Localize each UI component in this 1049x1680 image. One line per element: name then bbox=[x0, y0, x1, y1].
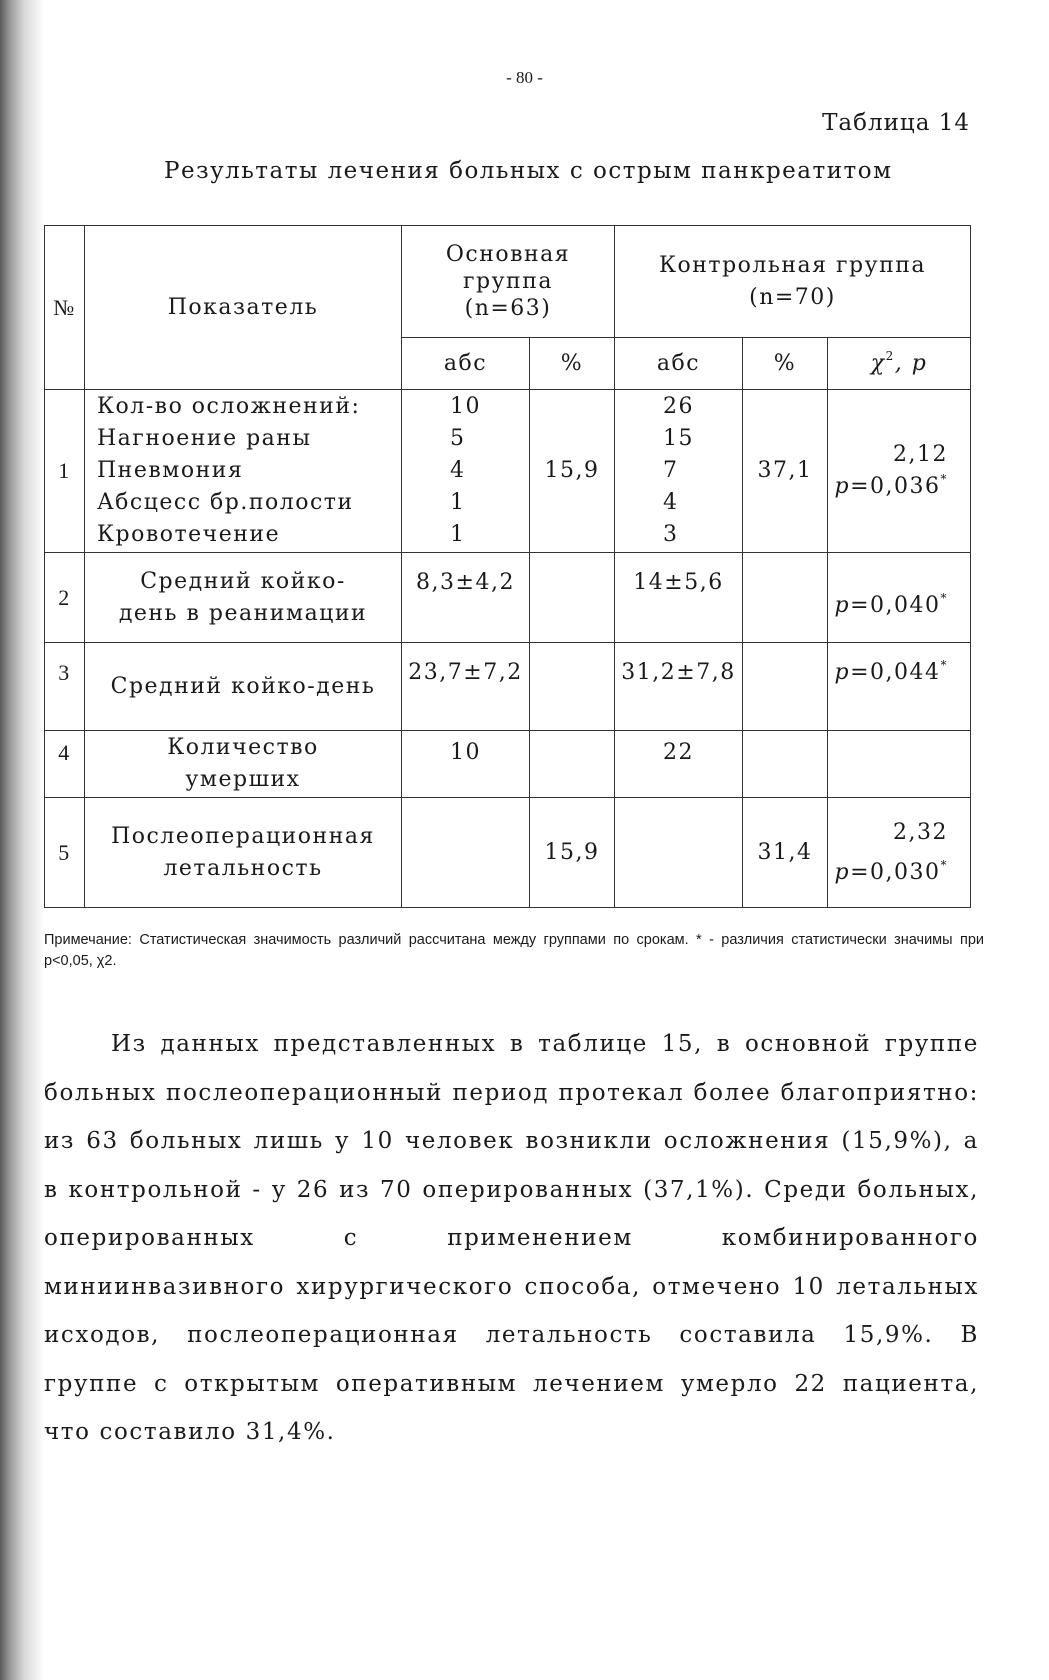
row-indicator: Количество умерших bbox=[85, 731, 402, 798]
row-num: 3 bbox=[45, 643, 85, 731]
value-item: 4 bbox=[663, 490, 679, 515]
row-num: 4 bbox=[45, 731, 85, 798]
header-control-group-line1: Контрольная группа bbox=[658, 252, 927, 278]
control-abs-list bbox=[615, 390, 743, 553]
row-indicator: Средний койко- день в реанимации bbox=[85, 553, 402, 643]
control-pct bbox=[743, 731, 828, 798]
header-abs-main: абс bbox=[402, 338, 530, 390]
header-main-group bbox=[402, 226, 615, 338]
value-item: 5 bbox=[450, 426, 466, 451]
control-abs bbox=[615, 798, 743, 908]
row-indicator-list bbox=[85, 390, 402, 553]
value-item: 7 bbox=[663, 458, 679, 483]
control-abs: 22 bbox=[615, 731, 743, 798]
binding-shadow bbox=[0, 0, 44, 1680]
main-pct bbox=[530, 731, 615, 798]
table-row bbox=[45, 798, 971, 908]
results-table bbox=[44, 225, 971, 908]
main-pct bbox=[530, 643, 615, 731]
table-title: Результаты лечения больных с острым панкреатитом bbox=[164, 158, 893, 184]
control-pct: 37,1 bbox=[743, 390, 828, 553]
main-pct: 15,9 bbox=[530, 798, 615, 908]
table-row bbox=[45, 390, 971, 553]
value-item: 4 bbox=[450, 458, 466, 483]
control-abs: 31,2±7,8 bbox=[615, 643, 743, 731]
table-label: Таблица 14 bbox=[822, 110, 970, 136]
chi-p-cell bbox=[828, 731, 971, 798]
p-value: p=0,036* bbox=[834, 472, 949, 499]
header-pct-control: % bbox=[743, 338, 828, 390]
header-pct-main: % bbox=[530, 338, 615, 390]
indicator-item: Пневмония bbox=[97, 458, 244, 483]
main-abs: 8,3±4,2 bbox=[402, 553, 530, 643]
value-item: 3 bbox=[663, 522, 679, 547]
control-pct bbox=[743, 643, 828, 731]
chi-sup: 2 bbox=[885, 348, 895, 363]
row-num: 2 bbox=[45, 553, 85, 643]
p-value: p=0,040* bbox=[828, 553, 971, 643]
header-main-group-line1: Основная bbox=[445, 241, 571, 267]
header-main-group-line2: группа bbox=[463, 268, 553, 294]
row-indicator: Средний койко-день bbox=[85, 643, 402, 731]
row-num: 1 bbox=[45, 390, 85, 553]
main-abs-list bbox=[402, 390, 530, 553]
p-value: p=0,030* bbox=[834, 857, 949, 885]
indicator-item: Кол-во осложнений: bbox=[97, 394, 361, 419]
header-main-group-line3: (n=63) bbox=[464, 295, 552, 321]
header-control-group bbox=[615, 226, 971, 338]
main-pct: 15,9 bbox=[530, 390, 615, 553]
p-value: p=0,044* bbox=[828, 643, 971, 731]
header-chi-p bbox=[828, 338, 971, 390]
control-pct: 31,4 bbox=[743, 798, 828, 908]
table-note: Примечание: Статистическая значимость различий рассчитана между группами по срокам. * - различия статистически значимы при p<0,05, χ2. bbox=[44, 932, 984, 969]
row-num: 5 bbox=[45, 798, 85, 908]
row-indicator: Послеоперационная летальность bbox=[85, 798, 402, 908]
chi-value: 2,32 bbox=[893, 819, 949, 845]
page-number: - 80 - bbox=[506, 68, 543, 87]
indicator-item: Кровотечение bbox=[97, 522, 281, 547]
body-paragraph: Из данных представленных в таблице 15, в основной группе больных послеоперационный период протекал более благоприятно: из 63 больных лишь у 10 человек возникли осложнения (15,9%), а в контрольной - у 26 из 70 оперированных (37,1%). Среди больных, оперированных с применением комбинированного миниинвазивного хирургического способа, отмечено 10 летальных исходов, послеоперационная летальность составила 15,9%. В группе с открытым оперативным лечением умерло 22 пациента, что составило 31,4%. bbox=[44, 1031, 979, 1445]
value-item: 1 bbox=[450, 522, 466, 547]
header-abs-control: абс bbox=[615, 338, 743, 390]
table-row bbox=[45, 731, 971, 798]
main-abs bbox=[402, 798, 530, 908]
header-control-group-line2: (n=70) bbox=[749, 284, 836, 310]
table-row bbox=[45, 643, 971, 731]
value-item: 26 bbox=[663, 394, 694, 419]
value-item: 10 bbox=[450, 394, 481, 419]
header-num: № bbox=[45, 226, 85, 390]
control-abs: 14±5,6 bbox=[615, 553, 743, 643]
chi-value: 2,12 bbox=[893, 442, 949, 467]
table-row bbox=[45, 553, 971, 643]
chi-p: , p bbox=[894, 350, 928, 376]
main-abs: 23,7±7,2 bbox=[402, 643, 530, 731]
chi-symbol: χ bbox=[870, 350, 886, 376]
indicator-item: Абсцесс бр.полости bbox=[97, 490, 354, 515]
main-abs: 10 bbox=[402, 731, 530, 798]
header-row bbox=[45, 226, 971, 338]
value-item: 15 bbox=[663, 426, 694, 451]
chi-p-cell bbox=[828, 390, 971, 553]
chi-p-cell bbox=[828, 798, 971, 908]
header-indicator: Показатель bbox=[85, 226, 402, 390]
control-pct bbox=[743, 553, 828, 643]
indicator-item: Нагноение раны bbox=[97, 426, 312, 451]
value-item: 1 bbox=[450, 490, 466, 515]
main-pct bbox=[530, 553, 615, 643]
